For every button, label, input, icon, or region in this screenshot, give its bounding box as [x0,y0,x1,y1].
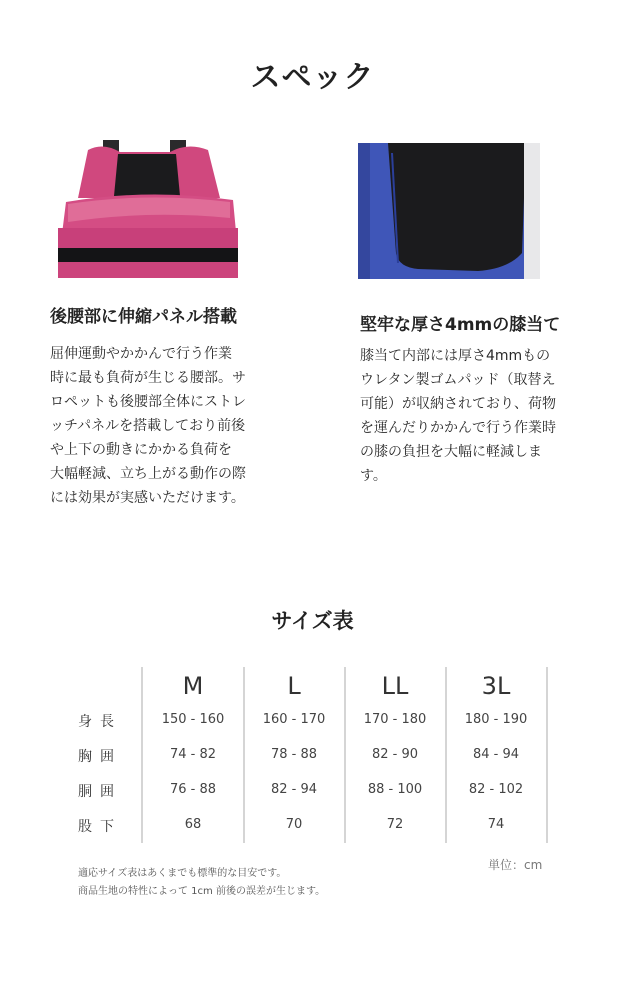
feature-title-knee: 堅牢な厚さ4mmの膝当て [360,315,561,335]
feature-line: を運んだりかかんで行う作業時 [360,420,556,436]
unit-label: 単位：cm [488,858,543,872]
table-divider [546,667,548,843]
feature-body-knee [360,344,582,488]
size-col-3l: 3L [481,672,511,700]
size-col-l: L [287,672,301,700]
feature-line: 屈伸運動やかかんで行う作業 [50,346,232,362]
table-cell: 150 - 160 [161,712,225,727]
feature-line: 可能）が収納されており、荷物 [360,396,556,412]
feature-line: 膝当て内部には厚さ4mmもの [360,348,551,364]
row-label-chest: 胸囲 [78,749,122,765]
table-cell: 82 - 102 [468,782,524,797]
spec-title: スペック [250,60,375,95]
feature-line: や上下の動きにかかる負荷を [50,442,232,458]
feature-line: の膝の負担を大幅に軽減しま [360,444,542,460]
table-cell: 82 - 94 [270,782,318,797]
table-cell: 70 [285,817,303,832]
table-cell: 72 [386,817,404,832]
table-cell: 160 - 170 [262,712,326,727]
knee-pad-photo [358,143,540,279]
table-cell: 84 - 94 [472,747,520,762]
size-table-title: サイズ表 [271,609,354,633]
row-label-waist: 胴囲 [78,784,122,800]
size-note: 適応サイズ表はあくまでも標準的な目安です。 [78,868,287,879]
feature-line: ロペットも後腰部全体にストレ [50,394,246,410]
back-waist-photo [58,140,238,278]
feature-title-waist: 後腰部に伸縮パネル搭載 [50,307,237,327]
row-label-height: 身長 [78,714,122,730]
table-cell: 74 [487,817,505,832]
feature-line: す。 [360,468,387,484]
feature-line: には効果が実感いただけます。 [50,490,245,506]
table-cell: 76 - 88 [169,782,217,797]
table-cell: 88 - 100 [367,782,423,797]
table-cell: 74 - 82 [169,747,217,762]
row-label-inseam: 股下 [78,819,122,835]
feature-line: 時に最も負荷が生じる腰部。サ [50,370,246,386]
size-note: 商品生地の特性によって 1cm 前後の誤差が生じます。 [78,886,326,897]
feature-line: ウレタン製ゴムパッド（取替え [360,372,556,388]
size-col-ll: LL [381,672,409,700]
table-cell: 78 - 88 [270,747,318,762]
feature-body-waist [50,342,272,510]
table-cell: 180 - 190 [464,712,528,727]
feature-line: ッチパネルを搭載しており前後 [50,418,246,434]
table-cell: 170 - 180 [363,712,427,727]
table-cell: 68 [184,817,202,832]
table-cell: 82 - 90 [371,747,419,762]
size-col-m: M [182,672,204,700]
feature-line: 大幅軽減、立ち上がる動作の際 [50,466,246,482]
